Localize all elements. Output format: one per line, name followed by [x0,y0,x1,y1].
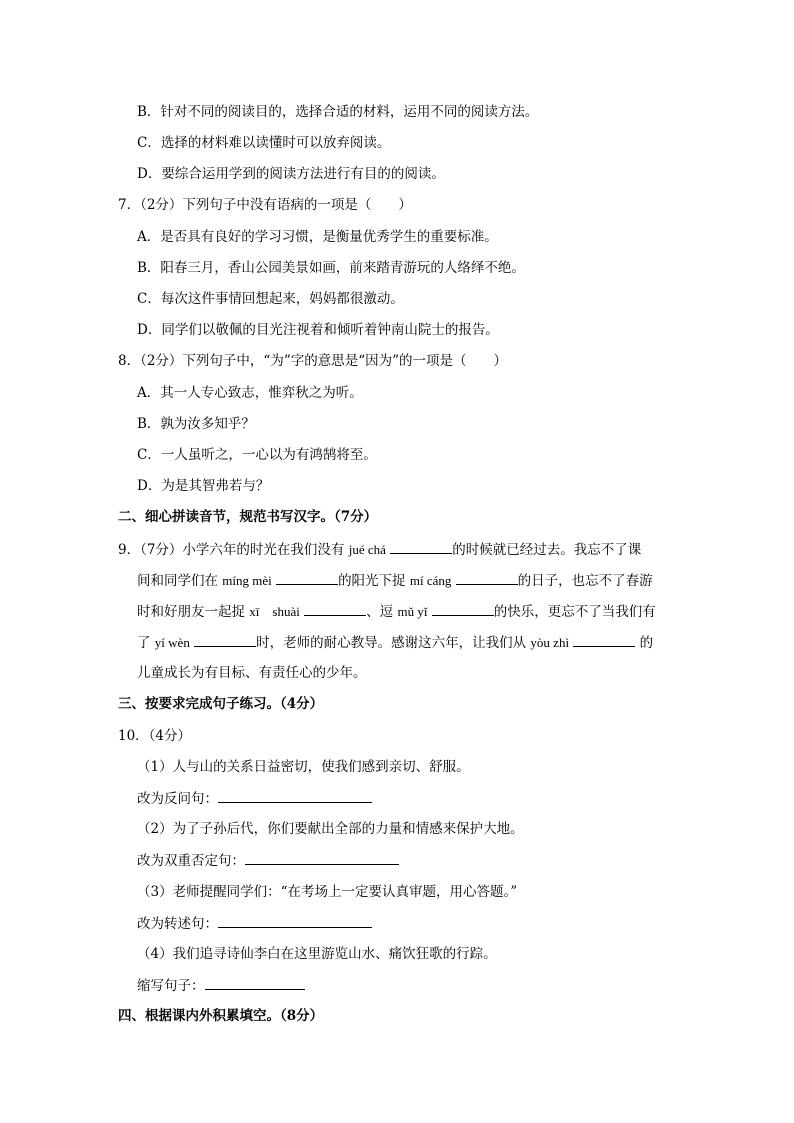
answer-blank[interactable] [245,850,399,865]
answer-blank[interactable] [218,913,372,928]
section-3-heading: 三、按要求完成句子练习。（4分） [118,696,324,712]
q9-text: 了 [137,635,155,651]
section-2-heading: 二、细心拼读音节，规范书写汉字。（7分） [118,509,378,525]
answer-blank[interactable] [432,601,494,616]
q8-option-d: D．为是其智弗若与？ [137,478,270,494]
q10-sentence-2: （2）为了子孙后代，你们要献出全部的力量和情感来保护大地。 [137,821,524,837]
answer-prompt: 缩写句子： [137,978,205,994]
answer-blank[interactable] [573,632,635,647]
q10-answer-1 [137,788,372,808]
answer-blank[interactable] [205,975,305,990]
q6-option-c: C．选择的材料难以读懂时可以放弃阅读。 [137,135,391,151]
q8-option-c: C．一人虽听之，一心以为有鸿鹄将至。 [137,447,377,463]
q9-text: 间和同学们在 [137,573,223,589]
q7-option-b: B．阳春三月，香山公园美景如画，前来踏青游玩的人络绎不绝。 [137,260,525,276]
q9-line-2 [137,570,653,590]
pinyin-prompt: jué chá [348,542,386,557]
q7-stem: 7．（2分）下列句子中没有语病的一项是（ ） [118,197,412,213]
q9-text: 时，老师的耐心教导。感谢这六年，让我们从 [256,635,531,651]
q7-option-c: C．每次这件事情回想起来，妈妈都很激动。 [137,291,404,307]
answer-blank[interactable] [218,788,372,803]
pinyin-prompt: mí cáng [409,573,452,588]
q10-answer-3 [137,913,372,933]
pinyin-prompt: míng mèi [222,573,272,588]
q9-text: 、逗 [366,604,398,620]
q9-line-1 [118,539,641,559]
answer-prompt: 改为反问句： [137,791,218,807]
q10-answer-2 [137,850,399,870]
q10-sentence-4: （4）我们追寻诗仙李白在这里游览山水、痛饮狂歌的行踪。 [137,946,497,962]
q6-option-b: B．针对不同的阅读目的，选择合适的材料，运用不同的阅读方法。 [137,104,539,120]
pinyin-prompt: xī shuài [249,604,300,619]
q10-sentence-1: （1）人与山的关系日益密切，使我们感到亲切、舒服。 [137,759,470,775]
q9-text: 的快乐，更忘不了当我们有 [493,604,656,620]
q8-option-b: B．孰为汝多知乎？ [137,416,255,432]
q9-text: 的时候就已经过去。我忘不了课 [452,542,642,558]
answer-blank[interactable] [276,570,338,585]
q9-text: 的日子，也忘不了春游 [517,573,653,589]
q8-stem: 8．（2分）下列句子中，“为”字的意思是“因为”的一项是（ ） [118,353,508,369]
q10-answer-4 [137,975,305,995]
pinyin-prompt: yòu zhì [530,635,570,650]
q7-option-a: A．是否具有良好的学习习惯，是衡量优秀学生的重要标准。 [137,229,498,245]
answer-blank[interactable] [390,539,452,554]
answer-blank[interactable] [304,601,366,616]
q9-line-3 [137,601,656,621]
answer-prompt: 改为双重否定句： [137,853,245,869]
q9-line-5: 儿童成长为有目标、有责任心的少年。 [137,665,367,681]
q6-option-d: D．要综合运用学到的阅读方法进行有目的的阅读。 [137,166,445,182]
q9-text: 9．（7分）小学六年的时光在我们没有 [118,542,349,558]
q7-option-d: D．同学们以敬佩的目光注视着和倾听着钟南山院士的报告。 [137,322,499,338]
q9-line-4 [137,632,653,652]
q8-option-a: A．其一人专心致志，惟弈秋之为听。 [137,385,363,401]
q9-text: 的 [635,635,654,651]
q9-text: 时和好朋友一起捉 [137,604,250,620]
answer-blank[interactable] [456,570,518,585]
q10-stem: 10．（4分） [118,728,192,744]
answer-prompt: 改为转述句： [137,916,218,932]
pinyin-prompt: yí wèn [154,635,190,650]
q10-sentence-3: （3）老师提醒同学们：“在考场上一定要认真审题，用心答题。” [137,884,518,900]
q9-text: 的阳光下捉 [338,573,410,589]
pinyin-prompt: mǔ yǐ [397,604,428,619]
section-4-heading: 四、根据课内外积累填空。（8分） [118,1008,324,1024]
answer-blank[interactable] [194,632,256,647]
